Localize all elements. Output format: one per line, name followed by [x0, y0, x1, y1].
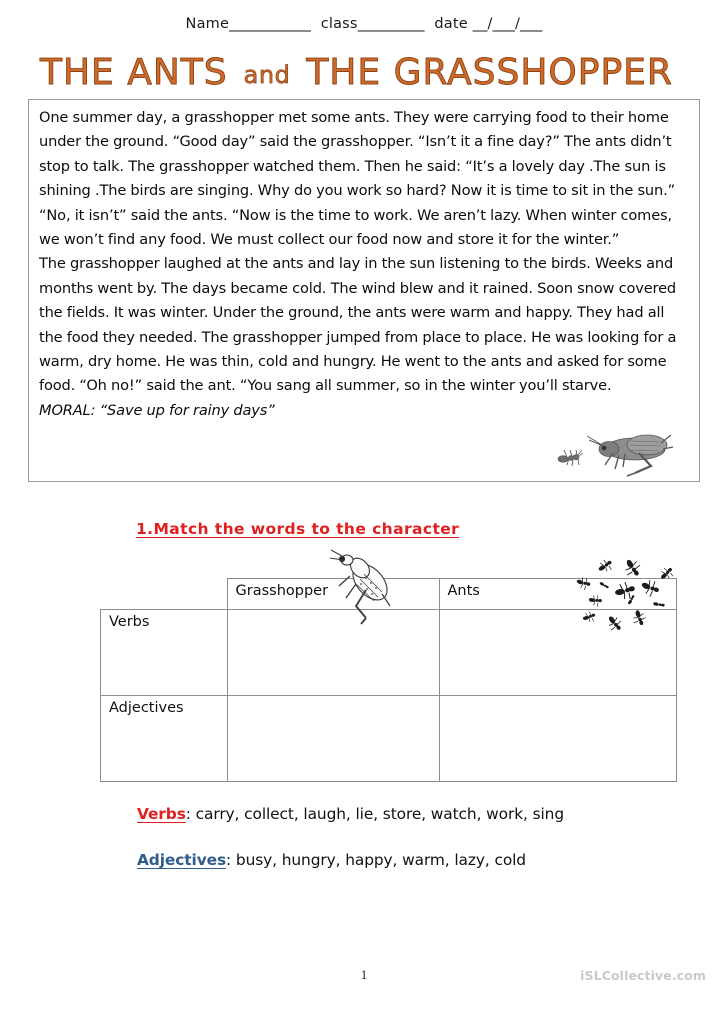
site-watermark: iSLCollective.com — [580, 968, 706, 983]
student-info-line: Name___________ class_________ date __/___/___ — [185, 16, 543, 32]
table-corner-blank — [101, 579, 228, 610]
title-part-grasshopper: THE GRASSHOPPER — [306, 52, 673, 93]
story-body — [39, 106, 691, 423]
page-number: 1 — [360, 967, 368, 982]
wordbank-verbs-label: Verbs — [137, 805, 186, 823]
wordbank-adjectives-words: busy, hungry, happy, warm, lazy, cold — [231, 851, 526, 869]
column-header-grasshopper: Grasshopper — [227, 579, 439, 610]
answer-cell-verbs-grasshopper[interactable] — [227, 610, 439, 696]
answer-cell-adjectives-ants[interactable] — [439, 696, 676, 782]
match-words-table — [100, 578, 677, 782]
title-part-ants: THE ANTS — [40, 52, 228, 93]
title-conjunction: and — [243, 61, 291, 89]
table-row-verbs — [101, 610, 677, 696]
row-label-adjectives: Adjectives — [101, 696, 228, 782]
story-paragraph-1: One summer day, a grasshopper met some ants. They were carrying food to their home under the ground. “Good day” said the grasshopper. “Isn’t it a fine day?” The ants didn’t stop to talk. The grasshopper watched them. Then he said: “It’s a lovely day .The sun is shining .The birds are singing. Why do you work so hard? Now it is time to sit in the sun.” “No, it isn’t” said the ants. “Now is the time to work. We aren’t lazy. When winter comes, we won’t find any food. We must collect our food now and store it for the winter.” — [39, 109, 675, 249]
answer-cell-verbs-ants[interactable] — [439, 610, 676, 696]
story-moral: MORAL: “Save up for rainy days” — [39, 401, 275, 419]
wordbank-adjectives — [137, 851, 526, 869]
wordbank-verbs-colon: : — [185, 805, 191, 823]
exercise-1-heading: 1.Match the words to the character — [136, 520, 460, 538]
grasshopper-and-ant-illustration — [543, 419, 693, 479]
row-label-verbs: Verbs — [101, 610, 228, 696]
wordbank-adjectives-colon: : — [226, 851, 232, 869]
column-header-ants: Ants — [439, 579, 676, 610]
wordbank-adjectives-label: Adjectives — [137, 851, 227, 869]
wordbank-verbs — [137, 805, 564, 823]
wordbank-verbs-words: carry, collect, laugh, lie, store, watch, work, sing — [190, 805, 565, 823]
answer-cell-adjectives-grasshopper[interactable] — [227, 696, 439, 782]
page-title — [40, 46, 690, 92]
story-paragraph-2: The grasshopper laughed at the ants and lay in the sun listening to the birds. Weeks and months went by. The days became cold. The wind blew and it rained. Soon snow covered the fields. It was winter. Under the ground, the ants were warm and happy. They had all the food they needed. The grasshopper jumped from place to place. He was looking for a warm, dry home. He was thin, cold and hungry. He went to the ants and asked for some food. “Oh no!” said the ant. “You sang all summer, so in the winter you’ll starve. — [39, 255, 677, 395]
story-textbox — [28, 99, 700, 482]
table-row-adjectives — [101, 696, 677, 782]
table-header-row — [101, 579, 677, 610]
